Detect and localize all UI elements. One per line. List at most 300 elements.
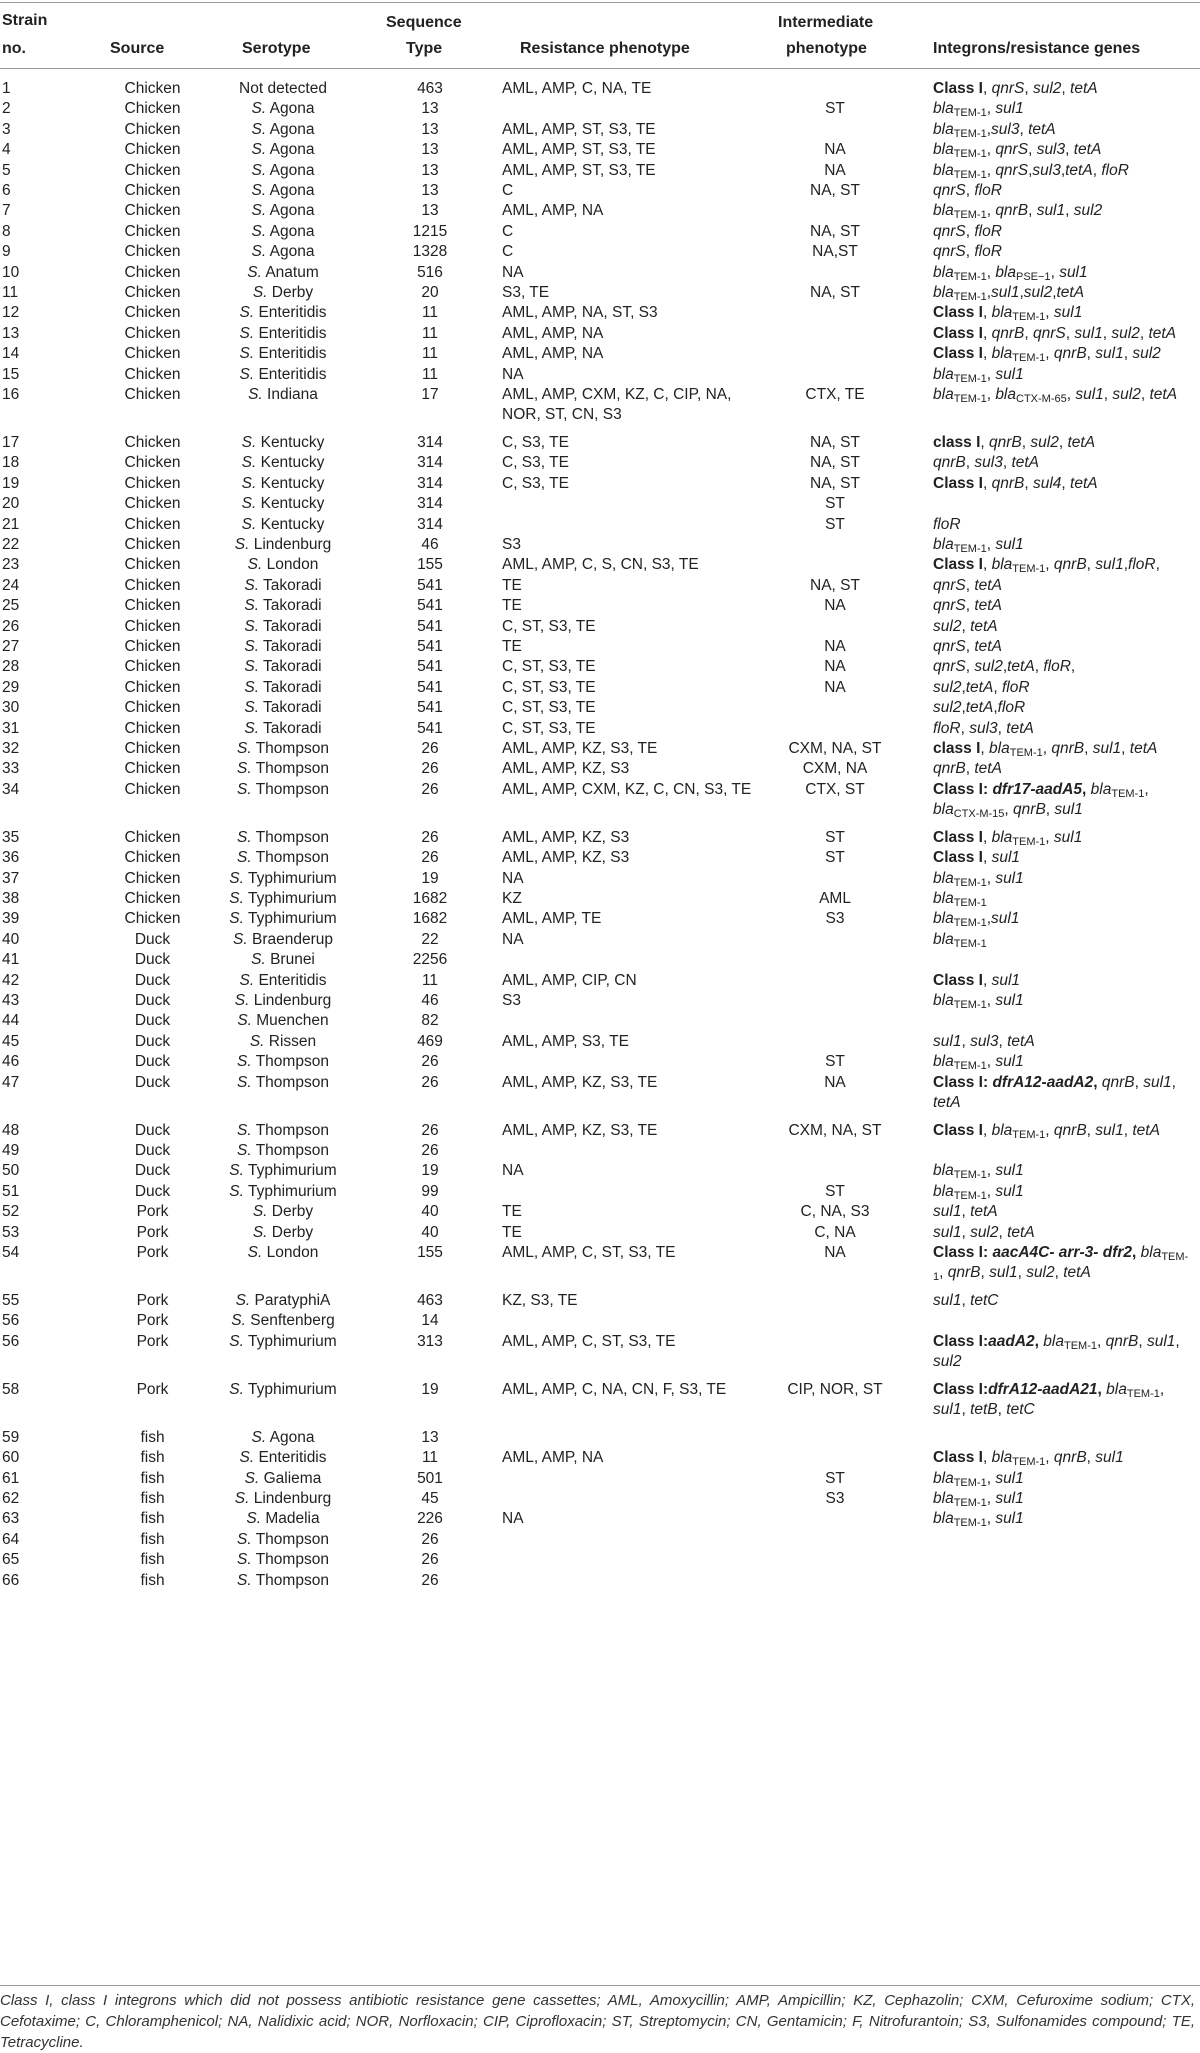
cell-source: Duck bbox=[134, 1162, 171, 1180]
cell-genes: bla$_{TEM-1}$, sul1 bbox=[933, 992, 1024, 1011]
cell-sequence-type: 13 bbox=[421, 120, 439, 138]
cell-source: Chicken bbox=[124, 780, 181, 798]
cell-intermediate: CTX, ST bbox=[805, 780, 865, 798]
cell-genes: bla$_{TEM-1}$, sul1 bbox=[933, 536, 1024, 555]
cell-strain-no: 22 bbox=[2, 536, 20, 553]
cell-genes: bla$_{TEM-1}$,sul1,sul2,tetA bbox=[933, 284, 1085, 303]
cell-serotype: S. Braenderup bbox=[233, 930, 333, 948]
cell-genes: bla$_{TEM-1}$, sul1 bbox=[933, 100, 1024, 120]
cell-resistance: C bbox=[502, 182, 514, 199]
cell-sequence-type: 1328 bbox=[412, 243, 448, 261]
table-row bbox=[0, 535, 1200, 555]
table-row bbox=[0, 1141, 1200, 1161]
table-row bbox=[0, 950, 1200, 970]
cell-source: Duck bbox=[134, 992, 171, 1009]
cell-serotype: S. Thompson bbox=[237, 1551, 329, 1569]
cell-resistance: AML, AMP, NA bbox=[502, 345, 604, 363]
table-row bbox=[0, 719, 1200, 739]
cell-source: Chicken bbox=[124, 597, 181, 615]
cell-genes: Class I: dfrA12-aadA2, qnrB, sul1, tetA bbox=[933, 1073, 1176, 1111]
cell-serotype: S. Agona bbox=[251, 100, 315, 118]
cell-intermediate: NA, ST bbox=[810, 284, 860, 301]
cell-source: fish bbox=[140, 1449, 165, 1467]
cell-strain-no: 64 bbox=[2, 1530, 20, 1548]
cell-sequence-type: 314 bbox=[417, 454, 443, 472]
cell-strain-no: 60 bbox=[2, 1449, 20, 1467]
cell-strain-no: 6 bbox=[2, 182, 11, 199]
cell-genes: Class I:aadA2, bla$_{TEM-1}$, qnrB, sul1, sul2 bbox=[933, 1332, 1180, 1370]
cell-strain-no: 3 bbox=[2, 120, 11, 138]
cell-source: Chicken bbox=[124, 638, 181, 655]
cell-strain-no: 56 bbox=[2, 1312, 20, 1330]
cell-strain-no: 53 bbox=[2, 1223, 20, 1241]
table-row bbox=[0, 365, 1200, 385]
cell-strain-no: 32 bbox=[2, 740, 20, 757]
cell-source: Duck bbox=[134, 1073, 171, 1091]
table-row bbox=[0, 242, 1200, 262]
table-row bbox=[0, 889, 1200, 909]
cell-strain-no: 23 bbox=[2, 556, 20, 574]
cell-source: Duck bbox=[134, 1142, 171, 1159]
cell-serotype: S. Galiema bbox=[244, 1469, 322, 1487]
cell-source: Chicken bbox=[124, 141, 181, 159]
cell-resistance: TE bbox=[502, 576, 522, 594]
table-row bbox=[0, 283, 1200, 303]
table-row bbox=[0, 161, 1200, 181]
table-row bbox=[0, 1182, 1200, 1202]
cell-sequence-type: 314 bbox=[417, 495, 443, 513]
cell-strain-no: 5 bbox=[2, 161, 11, 179]
cell-sequence-type: 19 bbox=[421, 1162, 439, 1180]
cell-resistance: C, ST, S3, TE bbox=[502, 699, 596, 717]
cell-serotype: S. Typhimurium bbox=[229, 910, 337, 928]
cell-source: Chicken bbox=[124, 120, 181, 138]
cell-source: Duck bbox=[134, 930, 171, 948]
cell-genes: sul2,tetA,floR bbox=[933, 699, 1026, 717]
cell-serotype: S. Thompson bbox=[237, 1530, 329, 1548]
cell-serotype: S. Kentucky bbox=[241, 474, 325, 492]
cell-genes: qnrS, tetA bbox=[933, 576, 1002, 594]
cell-resistance: AML, AMP, C, ST, S3, TE bbox=[502, 1244, 676, 1261]
cell-source: Chicken bbox=[124, 80, 181, 97]
cell-sequence-type: 11 bbox=[421, 345, 439, 363]
cell-resistance: C, S3, TE bbox=[502, 454, 569, 472]
cell-strain-no: 62 bbox=[2, 1490, 20, 1507]
cell-resistance: S3 bbox=[502, 536, 521, 553]
cell-intermediate: NA, ST bbox=[810, 474, 860, 492]
header-strain-line2: no. bbox=[2, 40, 26, 57]
cell-source: Chicken bbox=[124, 678, 181, 696]
cell-serotype: S. Thompson bbox=[237, 1073, 329, 1091]
header-intermediate-line2: phenotype bbox=[786, 40, 867, 57]
cell-resistance: AML, AMP, C, ST, S3, TE bbox=[502, 1332, 676, 1350]
cell-resistance: AML, AMP, KZ, S3, TE bbox=[502, 1073, 658, 1091]
cell-sequence-type: 463 bbox=[417, 80, 443, 97]
cell-source: Chicken bbox=[124, 515, 181, 533]
cell-genes: qnrS, floR bbox=[933, 182, 1002, 199]
cell-sequence-type: 541 bbox=[417, 597, 443, 615]
cell-strain-no: 47 bbox=[2, 1073, 20, 1091]
cell-resistance: TE bbox=[502, 597, 522, 615]
cell-intermediate: NA bbox=[824, 658, 846, 676]
cell-sequence-type: 11 bbox=[421, 971, 439, 989]
table-row bbox=[0, 433, 1200, 453]
cell-intermediate: CXM, NA, ST bbox=[788, 740, 882, 757]
cell-sequence-type: 226 bbox=[417, 1510, 443, 1528]
cell-source: Chicken bbox=[124, 910, 181, 928]
cell-genes: qnrS, floR bbox=[933, 243, 1002, 261]
cell-strain-no: 38 bbox=[2, 890, 20, 907]
cell-resistance: AML, AMP, KZ, S3 bbox=[502, 828, 630, 846]
table-row bbox=[0, 971, 1200, 991]
cell-resistance: NA bbox=[502, 930, 524, 948]
table-row bbox=[0, 1052, 1200, 1072]
cell-resistance: NA bbox=[502, 1162, 524, 1180]
cell-intermediate: C, NA, S3 bbox=[800, 1203, 870, 1221]
cell-strain-no: 12 bbox=[2, 304, 20, 322]
cell-intermediate: CTX, TE bbox=[805, 386, 865, 403]
cell-genes: Class I, bla$_{TEM-1}$, qnrB, sul1, sul2 bbox=[933, 345, 1161, 365]
cell-source: Chicken bbox=[124, 365, 181, 383]
header-genes: Integrons/resistance genes bbox=[933, 40, 1141, 57]
cell-strain-no: 17 bbox=[2, 434, 20, 451]
cell-resistance: NA bbox=[502, 263, 524, 281]
cell-sequence-type: 1682 bbox=[412, 890, 448, 907]
header-source: Source bbox=[110, 40, 165, 57]
cell-strain-no: 41 bbox=[2, 951, 20, 969]
cell-sequence-type: 26 bbox=[421, 1571, 439, 1589]
cell-serotype: S. Enteritidis bbox=[239, 971, 327, 989]
cell-serotype: S. Lindenburg bbox=[234, 536, 332, 553]
cell-strain-no: 44 bbox=[2, 1012, 20, 1030]
table-row bbox=[0, 344, 1200, 364]
cell-sequence-type: 13 bbox=[421, 182, 439, 199]
cell-genes: bla$_{TEM-1}$,sul1 bbox=[933, 910, 1020, 930]
cell-strain-no: 61 bbox=[2, 1469, 20, 1487]
table-row bbox=[0, 555, 1200, 575]
cell-strain-no: 46 bbox=[2, 1053, 20, 1071]
cell-strain-no: 58 bbox=[2, 1380, 20, 1398]
cell-strain-no: 18 bbox=[2, 454, 20, 472]
cell-serotype: S. Lindenburg bbox=[234, 992, 332, 1009]
cell-genes: Class I: dfr17-aadA5, bla$_{TEM-1}$, bla$_{CTX-M-15}$, qnrB, sul1 bbox=[933, 780, 1149, 820]
cell-source: Chicken bbox=[124, 719, 181, 737]
table-row bbox=[0, 617, 1200, 637]
cell-source: fish bbox=[140, 1469, 165, 1487]
cell-serotype: Not detected bbox=[239, 80, 327, 97]
cell-sequence-type: 11 bbox=[421, 324, 439, 342]
cell-serotype: S. Typhimurium bbox=[229, 1380, 337, 1398]
cell-strain-no: 63 bbox=[2, 1510, 20, 1528]
cell-resistance: AML, AMP, C, NA, CN, F, S3, TE bbox=[502, 1380, 727, 1398]
cell-sequence-type: 26 bbox=[421, 780, 439, 798]
cell-resistance: TE bbox=[502, 638, 522, 655]
cell-resistance: AML, AMP, S3, TE bbox=[502, 1032, 629, 1050]
cell-serotype: S. Typhimurium bbox=[229, 890, 337, 907]
cell-sequence-type: 541 bbox=[417, 678, 443, 696]
cell-genes: bla$_{TEM-1}$,sul3, tetA bbox=[933, 120, 1056, 140]
cell-intermediate: NA bbox=[824, 678, 846, 696]
cell-genes: Class I, bla$_{TEM-1}$, qnrB, sul1 bbox=[933, 1449, 1124, 1469]
cell-serotype: S. Typhimurium bbox=[229, 1162, 337, 1180]
cell-serotype: S. Thompson bbox=[237, 740, 329, 757]
cell-genes: qnrB, sul3, tetA bbox=[933, 454, 1040, 472]
table-row bbox=[0, 1311, 1200, 1331]
cell-source: fish bbox=[140, 1490, 165, 1507]
cell-serotype: S. Indiana bbox=[248, 386, 318, 403]
table-row bbox=[0, 596, 1200, 616]
table-row bbox=[0, 1073, 1200, 1121]
cell-intermediate: NA bbox=[824, 141, 846, 159]
table-row bbox=[0, 657, 1200, 677]
table-row bbox=[0, 991, 1200, 1011]
table-row bbox=[0, 1202, 1200, 1222]
cell-serotype: S. Enteritidis bbox=[239, 365, 327, 383]
table-row bbox=[0, 1428, 1200, 1448]
cell-intermediate: NA bbox=[824, 1244, 846, 1261]
cell-genes: Class I, sul1 bbox=[933, 971, 1021, 989]
cell-sequence-type: 11 bbox=[421, 304, 439, 322]
cell-serotype: S. Typhimurium bbox=[229, 869, 337, 887]
header-seqtype-line2: Type bbox=[406, 40, 443, 57]
cell-strain-no: 49 bbox=[2, 1142, 20, 1159]
cell-serotype: S. Agona bbox=[251, 243, 315, 261]
cell-serotype: S. Kentucky bbox=[241, 434, 325, 451]
cell-serotype: S. Brunei bbox=[251, 951, 315, 969]
cell-sequence-type: 40 bbox=[421, 1223, 439, 1241]
cell-sequence-type: 501 bbox=[417, 1469, 443, 1487]
header-seqtype-line1: Sequence bbox=[386, 14, 462, 31]
cell-strain-no: 13 bbox=[2, 324, 20, 342]
cell-sequence-type: 155 bbox=[417, 1244, 443, 1261]
cell-sequence-type: 541 bbox=[417, 719, 443, 737]
cell-source: Chicken bbox=[124, 740, 181, 757]
table-top-rule bbox=[0, 2, 1200, 3]
cell-sequence-type: 26 bbox=[421, 1142, 439, 1159]
cell-strain-no: 28 bbox=[2, 658, 20, 676]
cell-sequence-type: 22 bbox=[421, 930, 439, 948]
cell-serotype: S. ParatyphiA bbox=[235, 1292, 331, 1309]
cell-source: Chicken bbox=[124, 263, 181, 281]
table-row bbox=[0, 848, 1200, 868]
cell-genes: bla$_{TEM-1}$, sul1 bbox=[933, 1162, 1024, 1182]
cell-source: Duck bbox=[134, 1032, 171, 1050]
cell-genes: Class I, qnrB, sul4, tetA bbox=[933, 474, 1098, 492]
cell-resistance: AML, AMP, ST, S3, TE bbox=[502, 161, 656, 179]
cell-intermediate: ST bbox=[825, 1053, 845, 1071]
cell-strain-no: 24 bbox=[2, 576, 20, 594]
header-serotype: Serotype bbox=[242, 40, 311, 57]
table-row bbox=[0, 1469, 1200, 1489]
header-intermediate-line1: Intermediate bbox=[778, 14, 874, 31]
cell-serotype: S. Thompson bbox=[237, 760, 329, 778]
cell-serotype: S. Thompson bbox=[237, 828, 329, 846]
cell-source: Pork bbox=[136, 1292, 169, 1309]
cell-serotype: S. Kentucky bbox=[241, 454, 325, 472]
cell-genes: Class I, qnrB, qnrS, sul1, sul2, tetA bbox=[933, 324, 1177, 342]
cell-sequence-type: 26 bbox=[421, 760, 439, 778]
cell-sequence-type: 314 bbox=[417, 515, 443, 533]
cell-source: Chicken bbox=[124, 161, 181, 179]
cell-sequence-type: 26 bbox=[421, 740, 439, 757]
cell-genes: sul1, tetC bbox=[933, 1292, 999, 1309]
table-row bbox=[0, 1032, 1200, 1052]
cell-intermediate: NA bbox=[824, 597, 846, 615]
cell-genes: bla$_{TEM-1}$, sul1 bbox=[933, 1053, 1024, 1073]
cell-strain-no: 10 bbox=[2, 263, 20, 281]
cell-source: Chicken bbox=[124, 284, 181, 301]
cell-serotype: S. Agona bbox=[251, 161, 315, 179]
cell-sequence-type: 46 bbox=[421, 992, 439, 1009]
table-row bbox=[0, 1550, 1200, 1570]
cell-sequence-type: 45 bbox=[421, 1490, 439, 1507]
cell-sequence-type: 26 bbox=[421, 828, 439, 846]
cell-genes: bla$_{TEM-1}$, sul1 bbox=[933, 1510, 1024, 1530]
cell-strain-no: 42 bbox=[2, 971, 20, 989]
cell-serotype: S. Thompson bbox=[237, 1053, 329, 1071]
cell-source: Duck bbox=[134, 1182, 171, 1200]
cell-strain-no: 27 bbox=[2, 638, 20, 655]
cell-strain-no: 4 bbox=[2, 141, 11, 159]
cell-strain-no: 55 bbox=[2, 1292, 20, 1309]
cell-intermediate: S3 bbox=[825, 910, 845, 928]
cell-source: Pork bbox=[136, 1244, 169, 1261]
cell-sequence-type: 11 bbox=[421, 365, 439, 383]
cell-serotype: S. Muenchen bbox=[237, 1012, 329, 1030]
cell-genes: Class I, bla$_{TEM-1}$, sul1 bbox=[933, 828, 1083, 848]
cell-serotype: S. Agona bbox=[251, 141, 315, 159]
cell-resistance: AML, AMP, C, NA, TE bbox=[502, 80, 652, 97]
cell-serotype: S. Agona bbox=[251, 202, 315, 220]
cell-sequence-type: 11 bbox=[421, 1449, 439, 1467]
cell-strain-no: 11 bbox=[2, 284, 19, 301]
cell-serotype: S. London bbox=[247, 556, 319, 574]
table-row bbox=[0, 1571, 1200, 1591]
cell-serotype: S. Takoradi bbox=[244, 597, 322, 615]
table-row bbox=[0, 759, 1200, 779]
cell-source: Duck bbox=[134, 971, 171, 989]
cell-intermediate: NA bbox=[824, 1073, 846, 1091]
cell-sequence-type: 17 bbox=[421, 386, 439, 403]
cell-intermediate: CXM, NA bbox=[802, 760, 868, 778]
cell-source: fish bbox=[140, 1428, 165, 1446]
cell-genes: Class I, qnrS, sul2, tetA bbox=[933, 80, 1098, 97]
cell-resistance: NA bbox=[502, 869, 524, 887]
cell-source: Chicken bbox=[124, 243, 181, 261]
cell-sequence-type: 19 bbox=[421, 869, 439, 887]
cell-strain-no: 34 bbox=[2, 780, 20, 798]
cell-genes: bla$_{TEM-1}$, qnrB, sul1, sul2 bbox=[933, 202, 1103, 222]
cell-source: Duck bbox=[134, 951, 171, 969]
cell-genes: floR bbox=[933, 515, 961, 533]
cell-strain-no: 66 bbox=[2, 1571, 20, 1589]
cell-strain-no: 33 bbox=[2, 760, 20, 778]
cell-resistance: NA bbox=[502, 1510, 524, 1528]
table-row bbox=[0, 930, 1200, 950]
table-row bbox=[0, 576, 1200, 596]
cell-resistance: AML, AMP, ST, S3, TE bbox=[502, 120, 656, 138]
cell-serotype: S. Agona bbox=[251, 222, 315, 240]
cell-serotype: S. Takoradi bbox=[244, 678, 322, 696]
cell-intermediate: NA bbox=[824, 161, 846, 179]
table-row bbox=[0, 140, 1200, 160]
cell-genes: Class I: aacA4C- arr-3- dfr2, bla$_{TEM-1}$, qnrB, sul1, sul2, tetA bbox=[933, 1244, 1189, 1283]
cell-source: fish bbox=[140, 1551, 165, 1569]
cell-genes: bla$_{TEM-1}$, sul1 bbox=[933, 1182, 1024, 1202]
cell-genes: bla$_{TEM-1}$, sul1 bbox=[933, 1490, 1024, 1509]
cell-intermediate: AML bbox=[819, 890, 851, 907]
cell-source: Chicken bbox=[124, 495, 181, 513]
cell-serotype: S. Rissen bbox=[249, 1032, 317, 1050]
cell-source: Chicken bbox=[124, 222, 181, 240]
cell-intermediate: NA, ST bbox=[810, 434, 860, 451]
cell-genes: floR, sul3, tetA bbox=[933, 719, 1034, 737]
cell-source: Chicken bbox=[124, 536, 181, 553]
cell-serotype: S. Lindenburg bbox=[234, 1490, 332, 1507]
cell-strain-no: 40 bbox=[2, 930, 20, 948]
cell-genes: class I, qnrB, sul2, tetA bbox=[933, 434, 1096, 451]
table-row bbox=[0, 678, 1200, 698]
cell-sequence-type: 469 bbox=[417, 1032, 443, 1050]
table-row bbox=[0, 303, 1200, 323]
cell-source: Chicken bbox=[124, 324, 181, 342]
cell-resistance: AML, AMP, C, S, CN, S3, TE bbox=[502, 556, 699, 574]
cell-resistance: C bbox=[502, 243, 514, 261]
cell-resistance: AML, AMP, NA bbox=[502, 324, 604, 342]
cell-genes: qnrS, sul2,tetA, floR, bbox=[933, 658, 1076, 676]
cell-resistance: C, S3, TE bbox=[502, 474, 569, 492]
cell-serotype: S. Takoradi bbox=[244, 658, 322, 676]
cell-intermediate: NA, ST bbox=[810, 454, 860, 472]
table-row bbox=[0, 1380, 1200, 1428]
cell-source: Chicken bbox=[124, 454, 181, 472]
table-row bbox=[0, 828, 1200, 848]
cell-sequence-type: 26 bbox=[421, 1121, 439, 1139]
cell-genes: sul1, sul3, tetA bbox=[933, 1032, 1035, 1050]
cell-intermediate: CIP, NOR, ST bbox=[787, 1380, 883, 1398]
cell-strain-no: 48 bbox=[2, 1121, 20, 1139]
table-row bbox=[0, 1448, 1200, 1468]
cell-source: Chicken bbox=[124, 658, 181, 676]
cell-serotype: S. Thompson bbox=[237, 780, 329, 798]
cell-resistance: AML, AMP, ST, S3, TE bbox=[502, 141, 656, 159]
cell-sequence-type: 26 bbox=[421, 849, 439, 867]
table-row bbox=[0, 1291, 1200, 1311]
cell-source: Chicken bbox=[124, 474, 181, 492]
cell-resistance: AML, AMP, CXM, KZ, C, CIP, NA, NOR, ST, CN, S3 bbox=[502, 386, 732, 423]
table-bottom-rule bbox=[0, 1985, 1200, 1986]
cell-source: Pork bbox=[136, 1332, 169, 1350]
cell-serotype: S. Takoradi bbox=[244, 617, 322, 635]
cell-strain-no: 45 bbox=[2, 1032, 20, 1050]
table-row bbox=[0, 515, 1200, 535]
cell-resistance: C, ST, S3, TE bbox=[502, 658, 596, 676]
cell-genes: bla$_{TEM-1}$, sul1 bbox=[933, 365, 1024, 385]
cell-genes: qnrS, floR bbox=[933, 222, 1002, 240]
table-row bbox=[0, 1011, 1200, 1031]
cell-genes: class I, bla$_{TEM-1}$, qnrB, sul1, tetA bbox=[933, 740, 1158, 759]
cell-source: Chicken bbox=[124, 100, 181, 118]
cell-strain-no: 51 bbox=[2, 1182, 20, 1200]
cell-serotype: S. Enteritidis bbox=[239, 1449, 327, 1467]
cell-sequence-type: 26 bbox=[421, 1530, 439, 1548]
cell-genes: bla$_{TEM-1}$ bbox=[933, 890, 987, 909]
cell-source: fish bbox=[140, 1530, 165, 1548]
cell-serotype: S. Derby bbox=[252, 284, 314, 301]
cell-genes: bla$_{TEM-1}$, sul1 bbox=[933, 869, 1024, 889]
cell-source: Pork bbox=[136, 1312, 169, 1330]
table-row bbox=[0, 1121, 1200, 1141]
